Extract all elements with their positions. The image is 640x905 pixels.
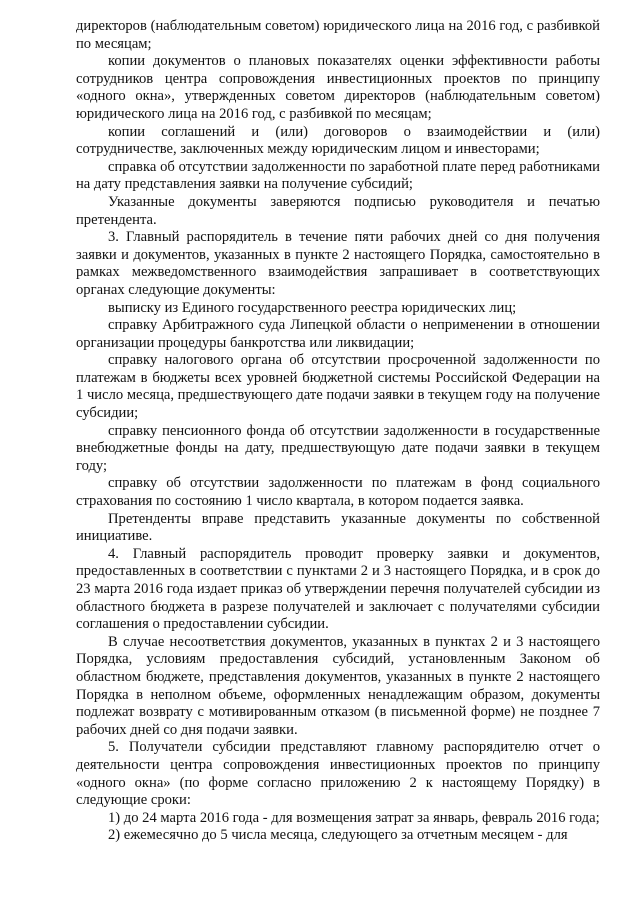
paragraph-item-4: 4. Главный распорядитель проводит проверку заявки и документов, предоставленных в соответствии с пунктами 2 и 3 настоящего Порядка, и в срок до 23 марта 2016 года издает приказ об утверждении перечня получателей субсидии из областного бюджета в разрезе получателей и заключает с получателями субсидии соглашения о предоставлении субсидии. [76,545,600,633]
paragraph-pension-certificate: справку пенсионного фонда об отсутствии задолженности в государственные внебюджетные фонды на дату, предшествующую дате подачи заявки в текущем году; [76,422,600,474]
paragraph-deadline-1: 1) до 24 марта 2016 года - для возмещения затрат за январь, февраль 2016 года; [108,809,600,826]
document-page [76,18,600,845]
paragraph-documents-certification: Указанные документы заверяются подписью руководителя и печатью претендента. [76,193,600,228]
paragraph-registry-extract: выписку из Единого государственного реестра юридических лиц; [108,299,517,316]
paragraph-deadline-2: 2) ежемесячно до 5 числа месяца, следующего за отчетным месяцем - для [108,827,568,844]
paragraph-performance-indicators: копии документов о плановых показателях оценки эффективности работы сотрудников центра сопровождения инвестиционных проектов по принципу «одного окна», утвержденных советом директоров (наблюдательным советом) юридического лица на 2016 год, с разбивкой по месяцам; [76,53,600,122]
paragraph-salary-debt-certificate: справка об отсутствии задолженности по заработной плате перед работниками на дату представления заявки на получение субсидий; [76,158,600,193]
paragraph-social-insurance-certificate: справку об отсутствии задолженности по платежам в фонд социального страхования по состоянию 1 число квартала, в котором подается заявка. [76,475,600,510]
paragraph-own-initiative: Претенденты вправе представить указанные документы по собственной инициативе. [76,510,600,545]
paragraph-item-3: 3. Главный распорядитель в течение пяти рабочих дней со дня получения заявки и документов, указанных в пункте 2 настоящего Порядка, самостоятельно в рамках межведомственного взаимодействия запрашивает в соответствующих органах следующие документы: [76,229,600,298]
paragraph-continuation: директоров (наблюдательным советом) юридического лица на 2016 год, с разбивкой по месяцам; [76,18,600,52]
paragraph-arbitration-certificate: справку Арбитражного суда Липецкой области о неприменении в отношении организации процедуры банкротства или ликвидации; [76,317,600,351]
paragraph-tax-certificate: справку налогового органа об отсутствии просроченной задолженности по платежам в бюджеты всех уровней бюджетной системы Российской Федерации на 1 число месяца, предшествующего дате подачи заявки в текущем году на получение субсидии; [76,352,600,422]
paragraph-nonconformity: В случае несоответствия документов, указанных в пунктах 2 и 3 настоящего Порядка, условиям предоставления субсидий, установленным Законом об областном бюджете, представления документов, указанных в пункте 2 настоящего Порядка в неполном объеме, оформленных ненадлежащим образом, документы подлежат возврату с мотивированным отказом (в письменной форме) не позднее 7 рабочих дней со дня подачи заявки. [76,633,600,738]
paragraph-agreements-copies: копии соглашений и (или) договоров о взаимодействии и (или) сотрудничестве, заключенных между юридическим лицом и инвесторами; [76,123,600,158]
paragraph-item-5: 5. Получатели субсидии представляют главному распорядителю отчет о деятельности центра сопровождения инвестиционных проектов по принципу «одного окна» (по форме согласно приложению 2 к настоящему Порядку) в следующие сроки: [76,739,600,809]
